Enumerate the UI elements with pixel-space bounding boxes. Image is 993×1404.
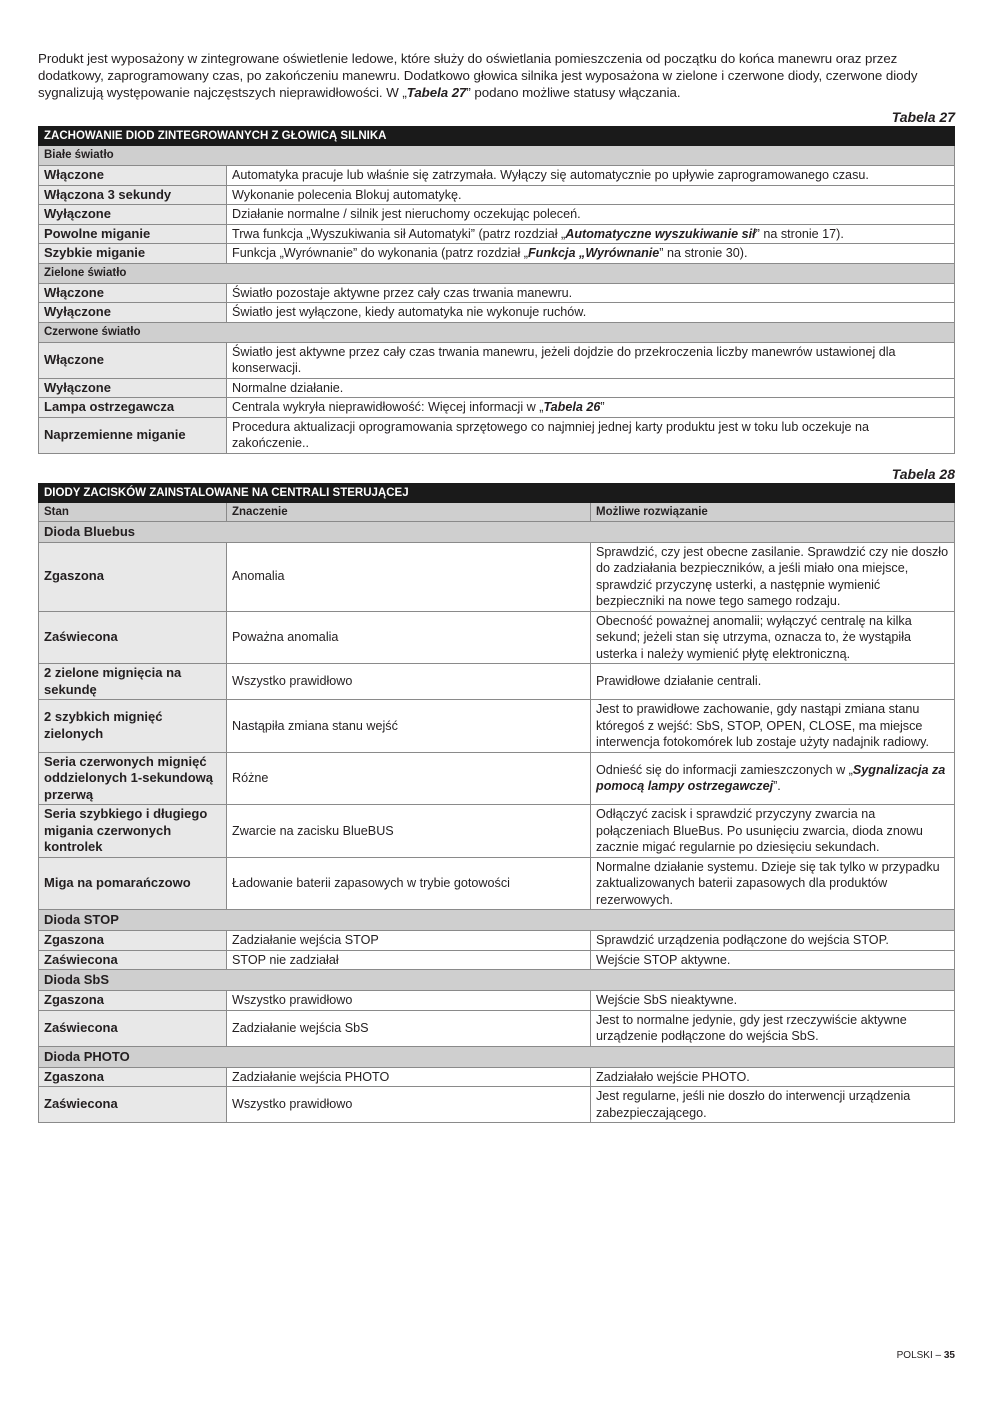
state-cell: Naprzemienne miganie [39, 417, 227, 453]
column-header-solution: Możliwe rozwiązanie [591, 502, 955, 521]
table28-section-title: Dioda PHOTO [39, 1046, 955, 1067]
solution-cell: Wejście STOP aktywne. [591, 950, 955, 970]
state-cell: Zaświecona [39, 611, 227, 664]
page-footer [897, 1350, 955, 1361]
state-cell: Seria szybkiego i długiego migania czerwonych kontrolek [39, 805, 227, 858]
state-cell: Zgaszona [39, 1067, 227, 1087]
table28-row [39, 700, 955, 753]
state-cell: Wyłączone [39, 303, 227, 323]
meaning-cell: Nastąpiła zmiana stanu wejść [227, 700, 591, 753]
state-cell: Zgaszona [39, 931, 227, 951]
desc-emphasis: Automatyczne wyszukiwanie sił [565, 226, 756, 241]
table28-row [39, 664, 955, 700]
table28-caption: Tabela 28 [891, 465, 955, 482]
state-cell: Włączone [39, 342, 227, 378]
table27-row [39, 224, 955, 244]
page [38, 50, 955, 1123]
desc-emphasis: Funkcja „Wyrównanie [527, 246, 660, 260]
table28-section-row [39, 910, 955, 931]
description-cell: Normalne działanie. [227, 378, 955, 398]
desc-text-after: ” [600, 400, 605, 414]
table27-section-row [39, 146, 955, 166]
solution-cell: Jest regularne, jeśli nie doszło do interwencji urządzenia zabezpieczającego. [591, 1087, 955, 1123]
meaning-cell: Zadziałanie wejścia PHOTO [227, 1067, 591, 1087]
table27-section-title: Czerwone światło [39, 322, 955, 342]
meaning-cell: STOP nie zadziałał [227, 950, 591, 970]
state-cell: Seria czerwonych mignięć oddzielonych 1-sekundową przerwą [39, 752, 227, 805]
footer-language: POLSKI – [896, 1350, 944, 1361]
meaning-cell: Różne [227, 752, 591, 805]
state-cell: 2 szybkich mignięć zielonych [39, 700, 227, 753]
table28-row [39, 857, 955, 910]
desc-emphasis: Tabela 26 [543, 400, 601, 414]
solution-cell [591, 752, 955, 805]
meaning-cell: Zwarcie na zacisku BlueBUS [227, 805, 591, 858]
table28-row [39, 1067, 955, 1087]
table28-section-row [39, 521, 955, 542]
description-cell: Światło pozostaje aktywne przez cały czas trwania manewru. [227, 283, 955, 303]
state-cell: Lampa ostrzegawcza [39, 398, 227, 418]
table28-row [39, 1087, 955, 1123]
table27-header-row [39, 127, 955, 146]
table27-row [39, 205, 955, 225]
description-cell: Działanie normalne / silnik jest nieruchomy oczekując poleceń. [227, 205, 955, 225]
solution-cell: Prawidłowe działanie centrali. [591, 664, 955, 700]
table28-section-title: Dioda SbS [39, 970, 955, 991]
column-header-state: Stan [39, 502, 227, 521]
table27-row [39, 185, 955, 205]
table28-row [39, 752, 955, 805]
solution-cell: Sprawdzić urządzenia podłączone do wejścia STOP. [591, 931, 955, 951]
solution-text-before: Odnieść się do informacji zamieszczonych w „ [596, 762, 853, 777]
table28-section-title: Dioda STOP [39, 910, 955, 931]
table28-row [39, 805, 955, 858]
state-cell: Zaświecona [39, 1087, 227, 1123]
desc-text-before: Trwa funkcja „Wyszukiwania sił Automatyki” (patrz rozdział „ [232, 226, 566, 241]
table28-row [39, 931, 955, 951]
description-cell: Wykonanie polecenia Blokuj automatykę. [227, 185, 955, 205]
state-cell: Wyłączone [39, 378, 227, 398]
description-cell: Światło jest aktywne przez cały czas trwania manewru, jeżeli dojdzie do przekroczenia liczby manewrów ustawionej dla konserwacji. [227, 342, 955, 378]
meaning-cell: Ładowanie baterii zapasowych w trybie gotowości [227, 857, 591, 910]
description-cell: Automatyka pracuje lub właśnie się zatrzymała. Wyłączy się automatycznie po upływie zaprogramowanego czasu. [227, 166, 955, 186]
state-cell: Włączona 3 sekundy [39, 185, 227, 205]
meaning-cell: Poważna anomalia [227, 611, 591, 664]
table27-section-row [39, 263, 955, 283]
table27-row [39, 166, 955, 186]
intro-paragraph: Produkt jest wyposażony w zintegrowane oświetlenie ledowe, które służy do oświetlania pomieszczenia od początku do końca manewru oraz przez dodatkowy, zaprogramowany czas, po zakończeniu manewru. Dodatkowo głowica silnika jest wyposażona w zielone i czerwone diody, czerwone diody sygnalizują występowanie najczęstszych nieprawidłowości. W „Tabela 27” podano możliwe statusy włączania. [38, 51, 918, 100]
table28-header: DIODY ZACISKÓW ZAINSTALOWANE NA CENTRALI STERUJĄCEJ [39, 483, 955, 502]
table28-column-headers [39, 502, 955, 521]
meaning-cell: Anomalia [227, 542, 591, 611]
table27 [38, 126, 955, 454]
intro-table-ref: Tabela 27 [406, 85, 467, 100]
table28-section-row [39, 970, 955, 991]
state-cell: Zgaszona [39, 542, 227, 611]
state-cell: Wyłączone [39, 205, 227, 225]
table28-section-row [39, 1046, 955, 1067]
table27-section-title: Zielone światło [39, 263, 955, 283]
state-cell: Zaświecona [39, 950, 227, 970]
table28 [38, 483, 955, 1124]
solution-text-after: ”. [773, 779, 781, 794]
description-cell [227, 398, 955, 418]
desc-text-before: Funkcja „Wyrównanie” do wykonania (patrz rozdział „ [232, 246, 528, 260]
table27-section-title: Białe światło [39, 146, 955, 166]
state-cell: Włączone [39, 283, 227, 303]
solution-cell: Sprawdzić, czy jest obecne zasilanie. Sprawdzić czy nie doszło do zadziałania bezpieczników, a jeśli miało ona miejsce, sprawdzić przyczynę usterki, a następnie wymienić bezpieczniki na nowe tego samego rodzaju. [591, 542, 955, 611]
state-cell: Miga na pomarańczowo [39, 857, 227, 910]
description-cell [227, 244, 955, 264]
solution-cell: Zadziałało wejście PHOTO. [591, 1067, 955, 1087]
table27-row [39, 378, 955, 398]
meaning-cell: Wszystko prawidłowo [227, 1087, 591, 1123]
state-cell: Szybkie miganie [39, 244, 227, 264]
table28-row [39, 991, 955, 1011]
meaning-cell: Wszystko prawidłowo [227, 991, 591, 1011]
solution-emphasis: Sygnalizacja za pomocą lampy ostrzegawczej [596, 762, 946, 794]
table28-row [39, 1010, 955, 1046]
solution-cell: Obecność poważnej anomalii; wyłączyć centralę na kilka sekund; jeżeli stan się utrzyma, oznacza to, że wystąpiła usterka i należy wymienić płytę elektroniczną. [591, 611, 955, 664]
state-cell: Zaświecona [39, 1010, 227, 1046]
meaning-cell: Wszystko prawidłowo [227, 664, 591, 700]
state-cell: Zgaszona [39, 991, 227, 1011]
table28-row [39, 950, 955, 970]
table28-row [39, 611, 955, 664]
description-cell [227, 224, 955, 244]
solution-cell: Odłączyć zacisk i sprawdzić przyczyny zwarcia na połączeniach BlueBus. Po usunięciu zwarcia, dioda znowu zacznie migać regularnie po dziesięciu sekundach. [591, 805, 955, 858]
solution-cell: Wejście SbS nieaktywne. [591, 991, 955, 1011]
description-cell: Światło jest wyłączone, kiedy automatyka nie wykonuje ruchów. [227, 303, 955, 323]
page-number: 35 [943, 1350, 955, 1361]
table27-row [39, 342, 955, 378]
meaning-cell: Zadziałanie wejścia STOP [227, 931, 591, 951]
table27-section-row [39, 322, 955, 342]
state-cell: Włączone [39, 166, 227, 186]
solution-cell: Jest to prawidłowe zachowanie, gdy nastąpi zmiana stanu któregoś z wejść: SbS, STOP, OPEN, CLOSE, ma miejsce interwencja fotokomórek lub zostaje użyty nadajnik radiowy. [591, 700, 955, 753]
table27-caption: Tabela 27 [891, 109, 955, 125]
table28-section-title: Dioda Bluebus [39, 521, 955, 542]
table27-row [39, 303, 955, 323]
state-cell: 2 zielone mignięcia na sekundę [39, 664, 227, 700]
meaning-cell: Zadziałanie wejścia SbS [227, 1010, 591, 1046]
desc-text-after: ” na stronie 17). [755, 226, 844, 241]
solution-cell: Normalne działanie systemu. Dzieje się tak tylko w przypadku zaktualizowanych baterii zapasowych dla produktów rezerwowych. [591, 857, 955, 910]
solution-cell: Jest to normalne jedynie, gdy jest rzeczywiście aktywne urządzenie podłączone do wejścia SbS. [591, 1010, 955, 1046]
table27-row [39, 417, 955, 453]
column-header-meaning: Znaczenie [227, 502, 591, 521]
desc-text-before: Centrala wykryła nieprawidłowość: Więcej informacji w „ [232, 400, 544, 414]
description-cell: Procedura aktualizacji oprogramowania sprzętowego co najmniej jednej karty produktu jest w toku lub oczekuje na zakończenie.. [227, 417, 955, 453]
table27-row [39, 283, 955, 303]
table27-row [39, 244, 955, 264]
state-cell: Powolne miganie [39, 224, 227, 244]
table27-header: ZACHOWANIE DIOD ZINTEGROWANYCH Z GŁOWICĄ SILNIKA [39, 127, 955, 146]
table27-row [39, 398, 955, 418]
desc-text-after: ” na stronie 30). [659, 246, 748, 260]
table28-header-row [39, 483, 955, 502]
table28-row [39, 542, 955, 611]
